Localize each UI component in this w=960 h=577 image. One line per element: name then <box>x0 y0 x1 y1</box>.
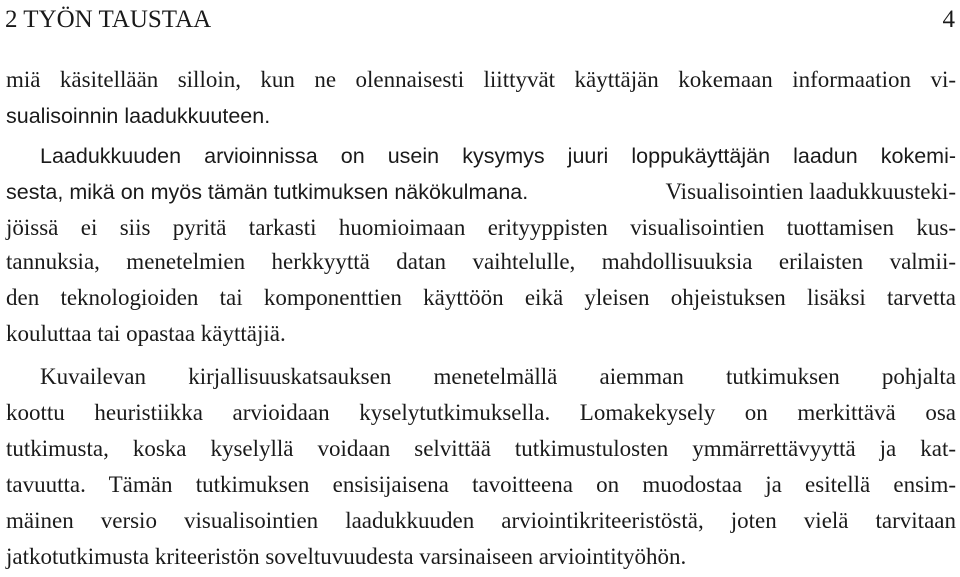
text-line: tavuutta. Tämän tutkimuksen ensisijaisena tavoitteena on muodostaa ja esitellä ensim- <box>6 472 956 497</box>
paragraph-start-line: Laadukkuuden arvioinnissa on usein kysymys juuri loppukäyttäjän laadun kokemi- <box>40 144 956 168</box>
text-line: miä käsitellään silloin, kun ne olennaisesti liittyvät käyttäjän kokemaan informaation vi- <box>6 67 956 92</box>
text-segment: sesta, mikä on myös tämän tutkimuksen näkökulmana. <box>6 180 529 204</box>
text-line: jöissä ei siis pyritä tarkasti huomioimaan erityyppisten visualisointien tuottamisen kus- <box>6 215 956 240</box>
text-segment: Visualisointien laadukkuusteki- <box>665 179 956 204</box>
page-number: 4 <box>942 6 955 33</box>
text-line: sualisoinnin laadukkuuteen. <box>6 104 271 128</box>
text-line: koottu heuristiikka arvioidaan kyselytutkimuksella. Lomakekysely on merkittävä osa <box>6 400 956 425</box>
text-line: jatkotutkimusta kriteeristön soveltuvuudesta varsinaiseen arviointityöhön. <box>6 544 687 569</box>
running-header <box>5 5 955 35</box>
paragraph-start-line: Kuvailevan kirjallisuuskatsauksen menetelmällä aiemman tutkimuksen pohjalta <box>40 364 956 389</box>
text-line: mäinen versio visualisointien laadukkuuden arviointikriteeristöstä, joten vielä tarvitaan <box>6 508 956 533</box>
text-line-mixed <box>6 175 956 209</box>
text-line: tutkimusta, koska kyselyllä voidaan selvittää tutkimustulosten ymmärrettävyyttä ja kat- <box>6 436 956 461</box>
text-line: kouluttaa tai opastaa käyttäjiä. <box>6 321 286 346</box>
chapter-title: 2 TYÖN TAUSTAA <box>5 6 212 33</box>
text-line: tannuksia, menetelmien herkkyyttä datan vaihtelulle, mahdollisuuksia erilaisten valmii- <box>6 249 956 274</box>
text-line: den teknologioiden tai komponenttien käyttöön eikä yleisen ohjeistuksen lisäksi tarvetta <box>6 285 956 310</box>
